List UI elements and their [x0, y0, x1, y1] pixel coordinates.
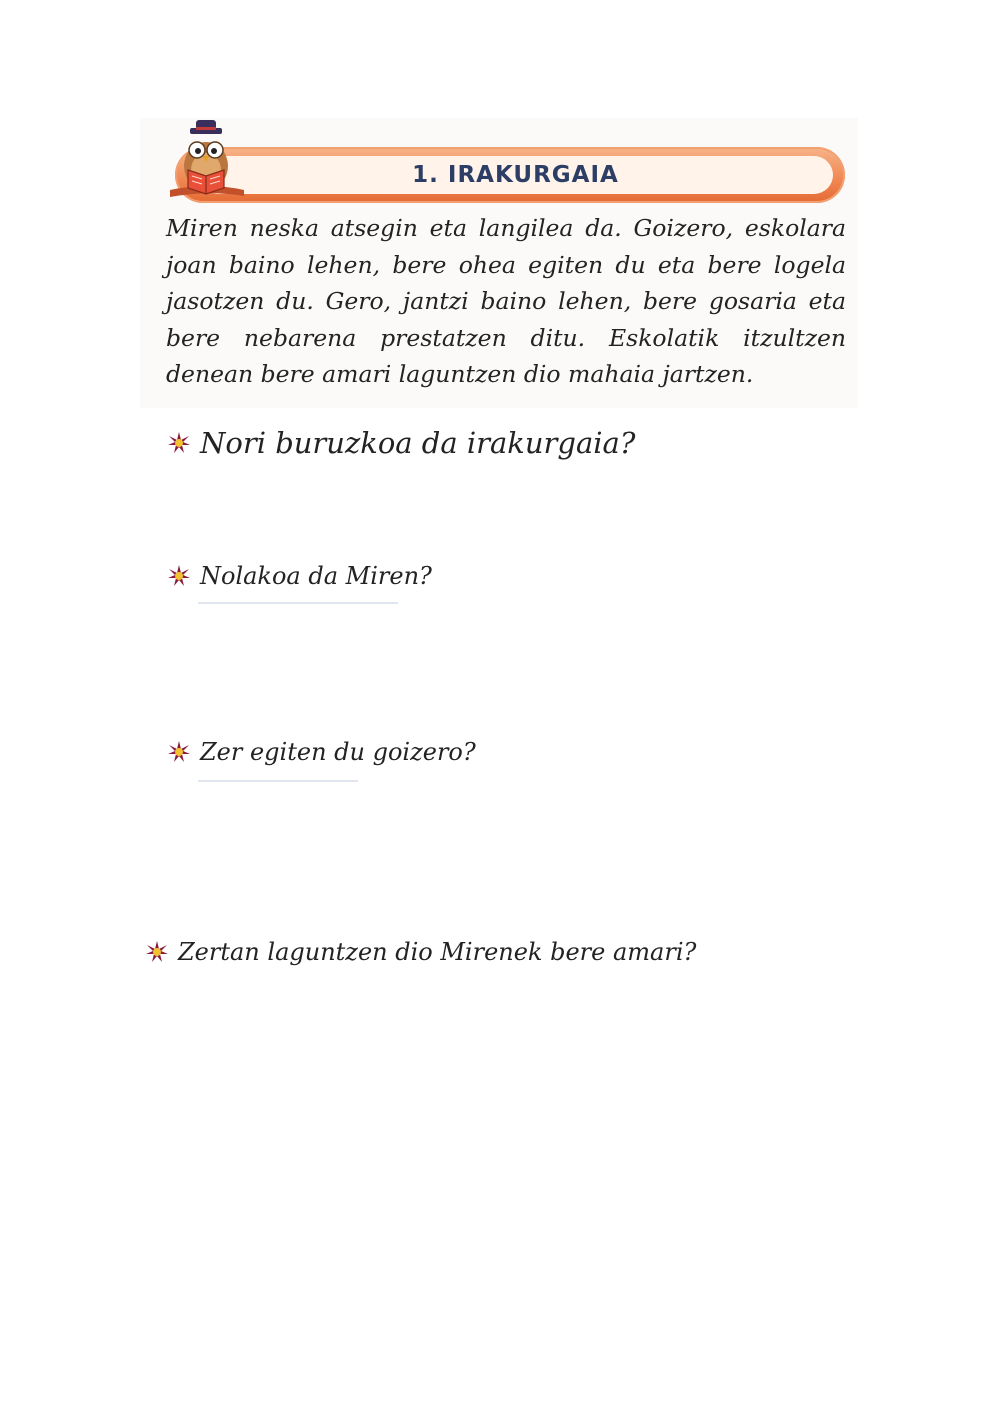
star-burst-icon [168, 432, 190, 454]
question-1-text: Nori buruzkoa da irakurgaia? [200, 426, 636, 460]
question-1 [168, 426, 635, 460]
question-3 [168, 738, 476, 766]
answer-line [198, 780, 358, 782]
star-burst-icon [168, 565, 190, 587]
star-burst-icon [146, 941, 168, 963]
question-2 [168, 562, 432, 590]
answer-line [198, 602, 398, 604]
page-title: 1. IRAKURGAIA [412, 162, 619, 188]
question-4-text: Zertan laguntzen dio Mirenek bere amari? [178, 938, 697, 966]
reading-passage: Miren neska atsegin eta langilea da. Goizero, eskolara joan baino lehen, bere ohea egiten du eta bere logela jasotzen du. Gero, jantzi baino lehen, bere gosaria eta bere nebarena prestatzen ditu. Eskolatik itzultzen denean bere amari laguntzen dio mahaia jartzen. [166, 214, 846, 388]
question-2-text: Nolakoa da Miren? [200, 562, 432, 590]
star-burst-icon [168, 741, 190, 763]
question-4 [146, 938, 696, 966]
owl-reading-book-icon [168, 120, 246, 200]
question-3-text: Zer egiten du goizero? [200, 738, 476, 766]
